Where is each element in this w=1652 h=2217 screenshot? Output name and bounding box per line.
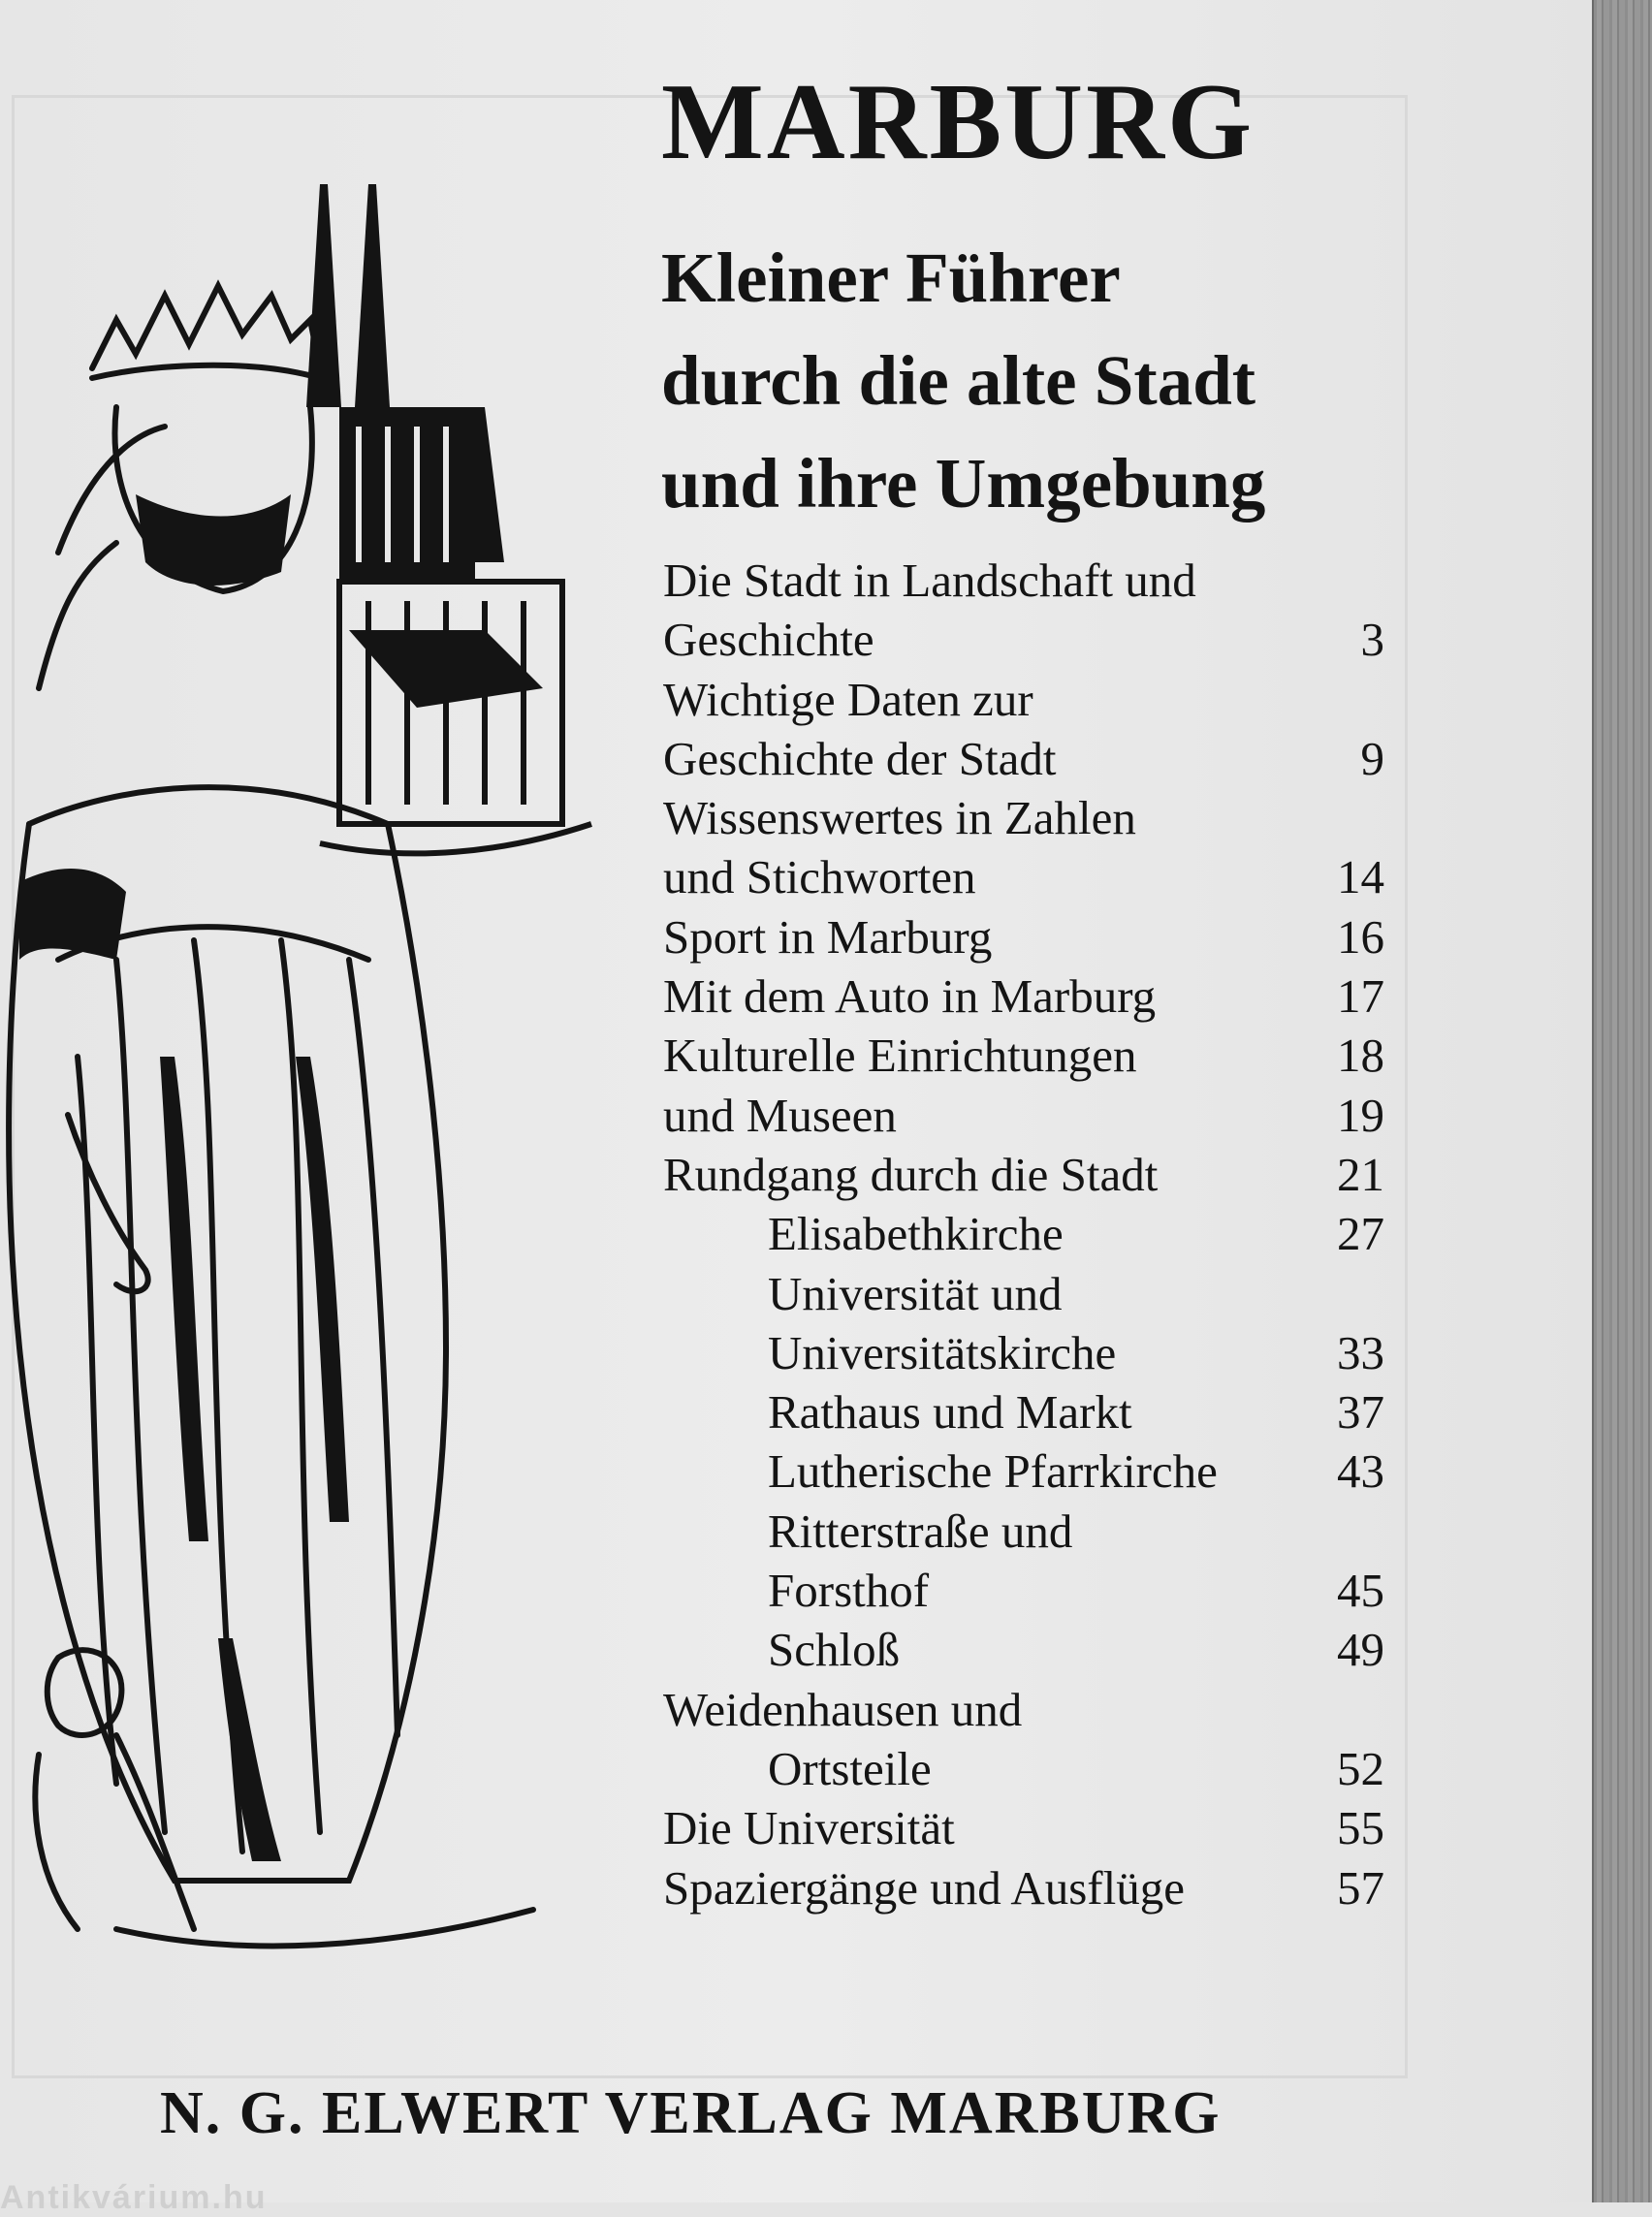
toc-label: Die Stadt in Landschaft und (663, 554, 1196, 607)
wooden-surface-edge (1592, 0, 1652, 2202)
toc-label: Spaziergänge und Ausflüge (663, 1860, 1185, 1915)
toc-page: 33 (1337, 1325, 1384, 1379)
toc-label: Sport in Marburg (663, 909, 993, 964)
subtitle-line: durch die alte Stadt (661, 341, 1256, 420)
toc-label: und Museen (663, 1088, 897, 1142)
toc-entry (663, 1739, 1384, 1798)
toc-entry (663, 1026, 1384, 1085)
toc-entry (663, 847, 1384, 906)
toc-label: Ritterstraße und (768, 1504, 1073, 1558)
toc-entry (663, 1441, 1384, 1501)
subtitle-line: Kleiner Führer (661, 238, 1121, 317)
toc-label: Die Universität (663, 1801, 955, 1855)
toc-label: Forsthof (768, 1564, 930, 1618)
toc-page: 16 (1337, 909, 1384, 964)
toc-entry (663, 670, 1384, 729)
toc-entry (663, 788, 1384, 847)
toc-entry (663, 1858, 1384, 1917)
toc-entry (663, 1323, 1384, 1382)
watermark: Antikvárium.hu (0, 2179, 268, 2216)
toc-page: 17 (1337, 969, 1384, 1024)
toc-label: Ortsteile (768, 1741, 932, 1795)
toc-page: 57 (1337, 1860, 1384, 1915)
publisher-imprint: N. G. ELWERT VERLAG MARBURG (160, 2080, 1222, 2146)
toc-label: Universitätskirche (768, 1325, 1117, 1379)
toc-page: 37 (1337, 1385, 1384, 1440)
toc-label: Lutherische Pfarrkirche (768, 1444, 1218, 1499)
toc-entry (663, 729, 1384, 788)
toc-entry (663, 1620, 1384, 1679)
toc-label: Universität und (768, 1266, 1063, 1320)
toc-entry (663, 1204, 1384, 1263)
toc-label: Wissenswertes in Zahlen (663, 791, 1136, 845)
toc-entry (663, 1382, 1384, 1441)
toc-label: Rundgang durch die Stadt (663, 1147, 1159, 1201)
subtitle-line: und ihre Umgebung (661, 444, 1266, 523)
toc-entry (663, 1086, 1384, 1145)
toc-page: 45 (1337, 1564, 1384, 1618)
toc-entry (663, 966, 1384, 1026)
toc-page: 9 (1360, 731, 1384, 785)
book-subtitle (661, 227, 1398, 535)
toc-entry (663, 551, 1384, 610)
toc-entry (663, 1502, 1384, 1561)
toc-label: Geschichte der Stadt (663, 731, 1057, 785)
toc-entry (663, 1145, 1384, 1204)
toc-page: 43 (1337, 1444, 1384, 1499)
toc-entry (663, 1798, 1384, 1857)
saint-elisabeth-illustration (0, 87, 620, 2026)
toc-page: 21 (1337, 1147, 1384, 1201)
table-of-contents (663, 551, 1384, 1917)
toc-label: Rathaus und Markt (768, 1385, 1132, 1440)
toc-page: 18 (1337, 1029, 1384, 1083)
toc-entry (663, 907, 1384, 966)
toc-label: Kulturelle Einrichtungen (663, 1029, 1137, 1083)
toc-page: 52 (1337, 1741, 1384, 1795)
toc-label: Geschichte (663, 613, 874, 667)
toc-label: und Stichworten (663, 850, 976, 904)
toc-label: Elisabethkirche (768, 1207, 1064, 1261)
book-title: MARBURG (661, 62, 1255, 182)
toc-label: Wichtige Daten zur (663, 672, 1033, 726)
toc-label: Mit dem Auto in Marburg (663, 969, 1157, 1024)
toc-page: 19 (1337, 1088, 1384, 1142)
toc-entry (663, 610, 1384, 669)
toc-page: 55 (1337, 1801, 1384, 1855)
toc-page: 3 (1360, 613, 1384, 667)
toc-label: Schloß (768, 1623, 901, 1677)
toc-label: Weidenhausen und (663, 1682, 1023, 1736)
toc-entry (663, 1561, 1384, 1620)
toc-page: 27 (1337, 1207, 1384, 1261)
toc-page: 14 (1337, 850, 1384, 904)
toc-entry (663, 1680, 1384, 1739)
toc-page: 49 (1337, 1623, 1384, 1677)
toc-entry (663, 1264, 1384, 1323)
